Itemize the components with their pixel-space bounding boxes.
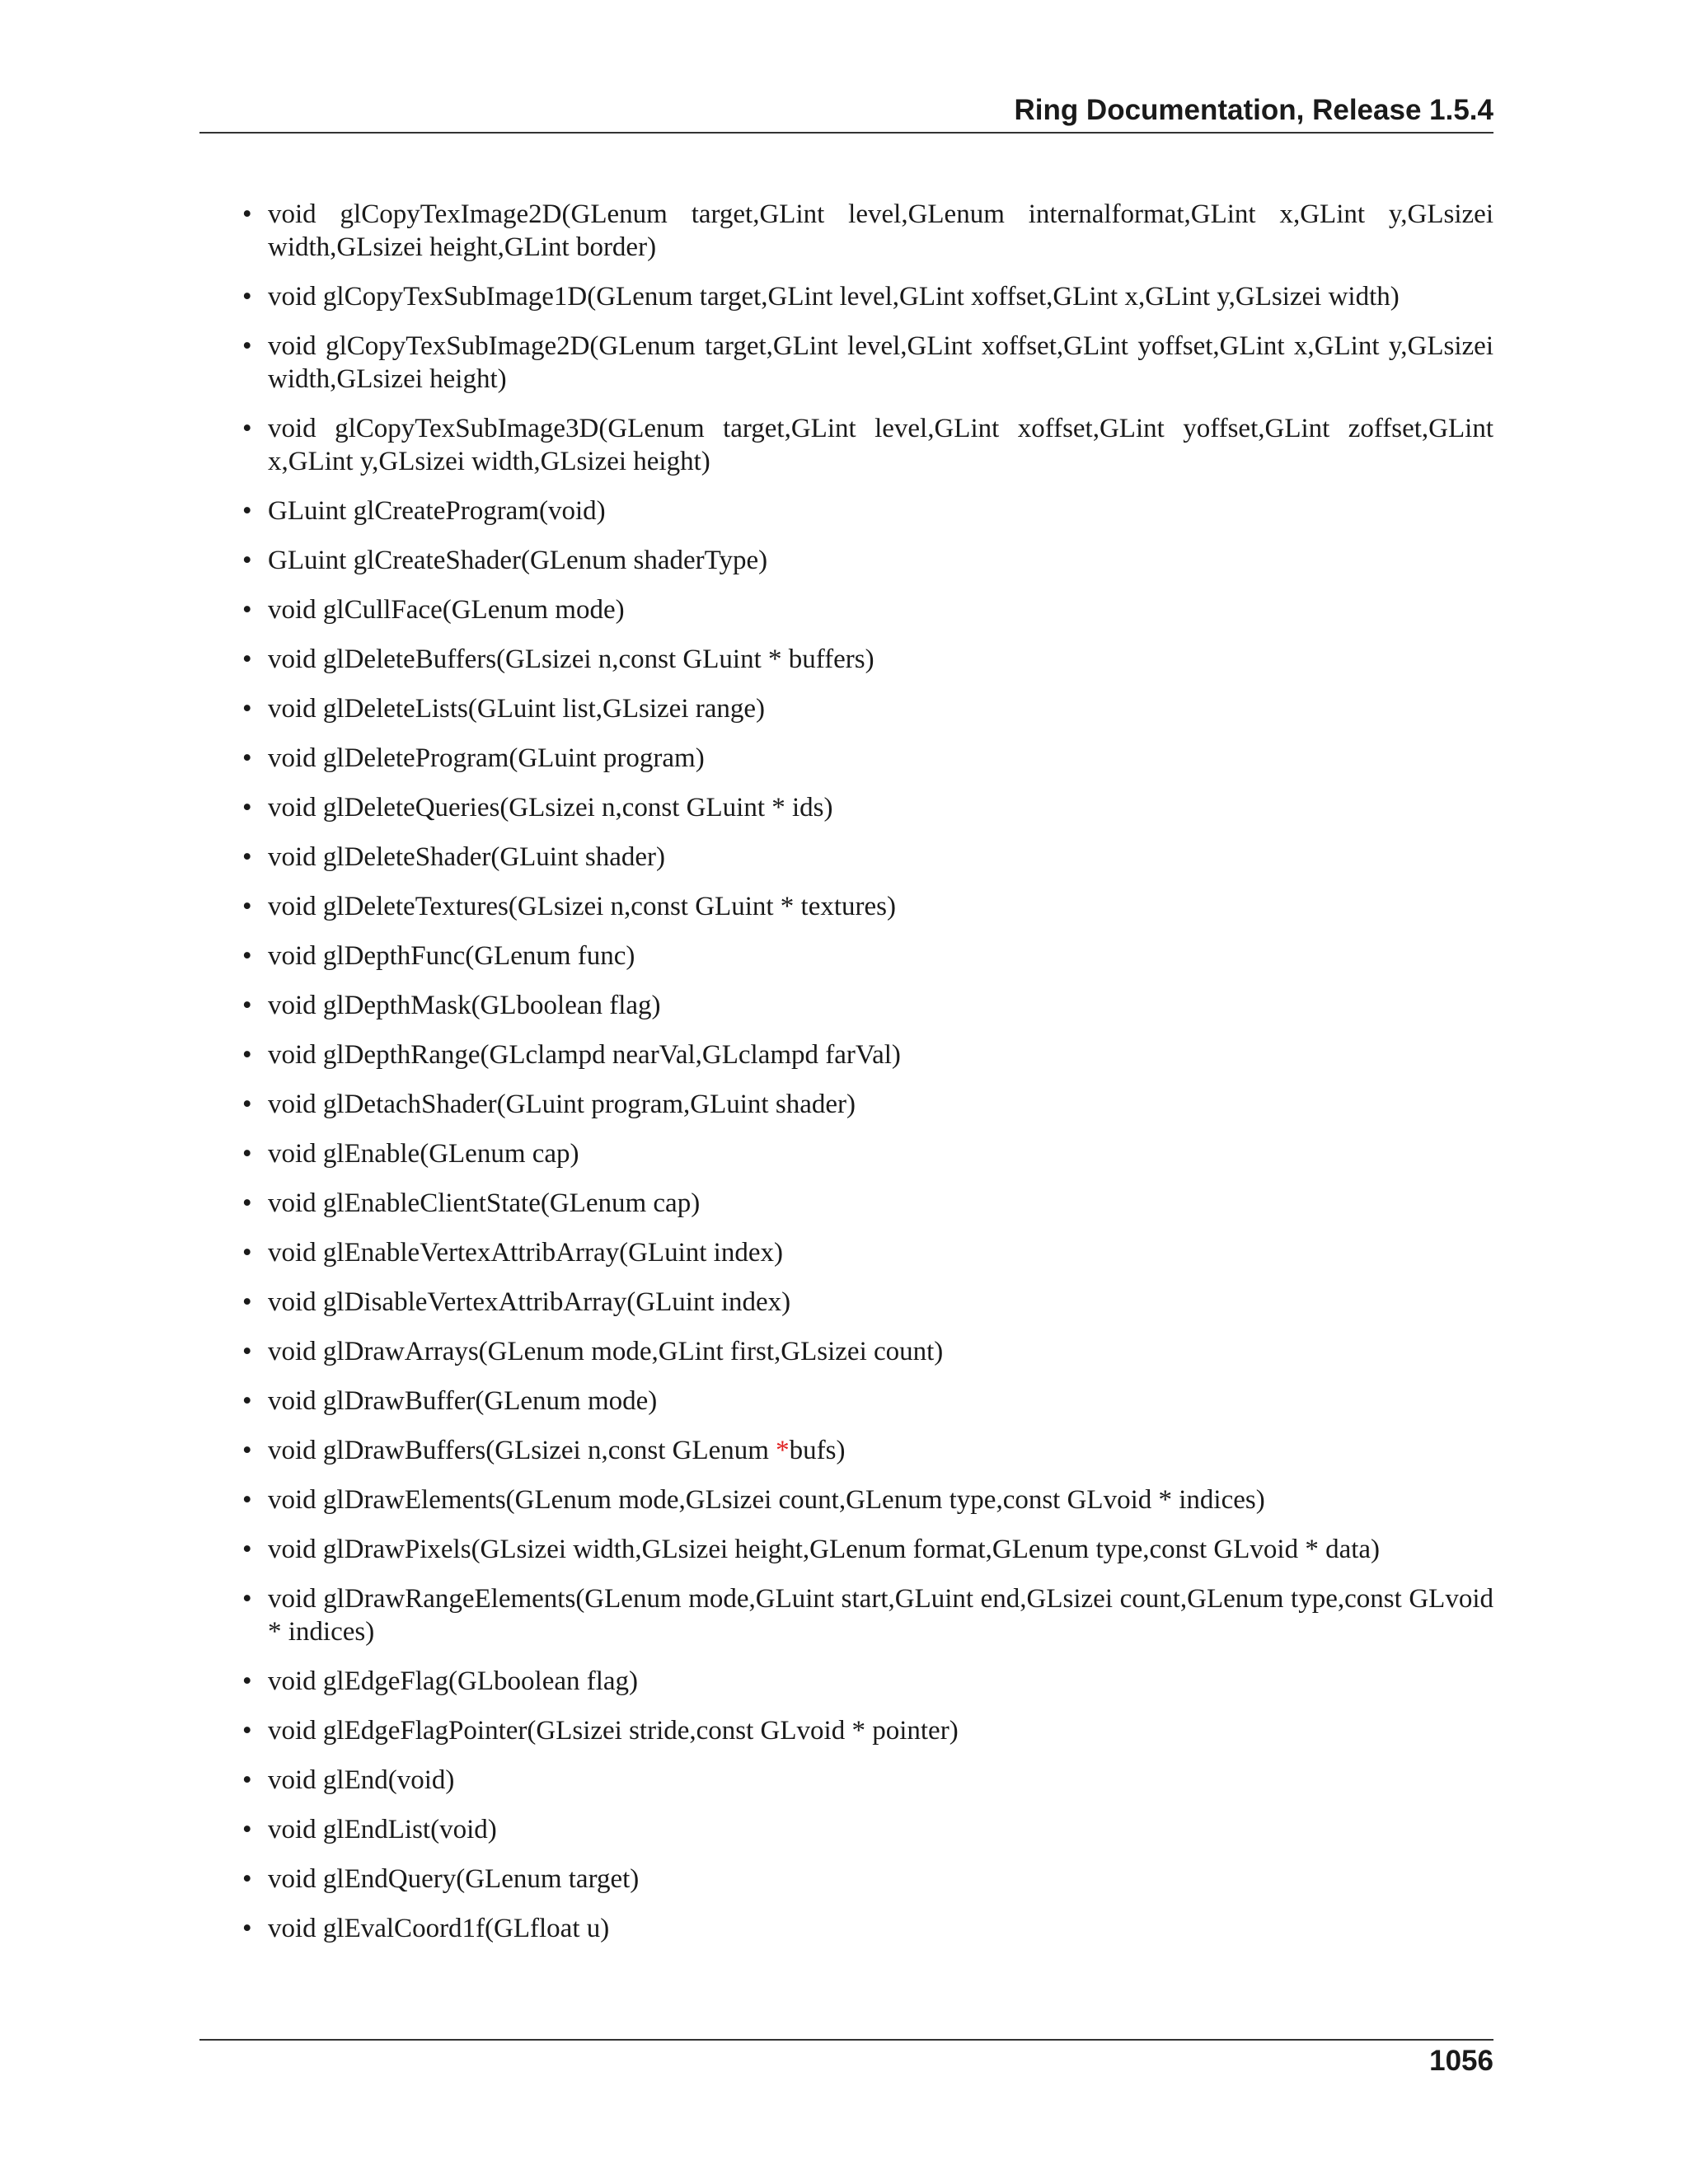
function-signature: void glEdgeFlagPointer(GLsizei stride,const GLvoid * pointer) <box>268 1716 959 1746</box>
bullet-icon: • <box>242 1386 252 1416</box>
list-item <box>199 544 1493 577</box>
bullet-icon: • <box>242 1188 252 1218</box>
function-signature: void glDeleteShader(GLuint shader) <box>268 842 666 872</box>
function-signature: GLuint glCreateShader(GLenum shaderType) <box>268 546 768 575</box>
function-signature: void glEnable(GLenum cap) <box>268 1139 579 1169</box>
bullet-icon: • <box>242 1914 252 1943</box>
list-item <box>199 643 1493 676</box>
bullet-icon: • <box>242 1716 252 1746</box>
function-signature: void glEvalCoord1f(GLfloat u) <box>268 1914 610 1943</box>
bullet-icon: • <box>242 199 252 229</box>
bullet-icon: • <box>242 1238 252 1268</box>
function-signature: void glCopyTexImage2D(GLenum target,GLint level,GLenum internalformat,GLint x,GLint y,GLsizei width,GLsizei height,GLint border) <box>268 199 1493 262</box>
function-signature: void glDeleteLists(GLuint list,GLsizei range) <box>268 694 766 724</box>
function-signature: void glDisableVertexAttribArray(GLuint index) <box>268 1287 791 1317</box>
list-item <box>199 1236 1493 1269</box>
list-item <box>199 1813 1493 1846</box>
list-item <box>199 1714 1493 1747</box>
bullet-icon: • <box>242 1535 252 1564</box>
bullet-icon: • <box>242 331 252 361</box>
function-signature: void glDrawArrays(GLenum mode,GLint first,GLsizei count) <box>268 1337 944 1366</box>
bullet-icon: • <box>242 1287 252 1317</box>
bullet-icon: • <box>242 1864 252 1894</box>
bullet-icon: • <box>242 694 252 724</box>
function-signature: void glDepthMask(GLboolean flag) <box>268 991 661 1020</box>
function-signature: void glCopyTexSubImage1D(GLenum target,GLint level,GLint xoffset,GLint x,GLint y,GLsizei width) <box>268 282 1400 312</box>
list-item <box>199 1434 1493 1467</box>
list-item <box>199 330 1493 396</box>
function-signature: void glDeleteQueries(GLsizei n,const GLuint * ids) <box>268 793 833 823</box>
bullet-icon: • <box>242 595 252 625</box>
function-signature: void glEndQuery(GLenum target) <box>268 1864 640 1894</box>
list-item <box>199 1764 1493 1797</box>
function-signature: void glCullFace(GLenum mode) <box>268 595 625 625</box>
bullet-icon: • <box>242 991 252 1020</box>
list-item <box>199 1038 1493 1071</box>
list-item <box>199 198 1493 264</box>
list-item <box>199 841 1493 874</box>
list-item <box>199 593 1493 626</box>
list-item <box>199 890 1493 923</box>
function-signature: void glDeleteBuffers(GLsizei n,const GLuint * buffers) <box>268 644 874 674</box>
function-signature: void glDepthFunc(GLenum func) <box>268 941 635 971</box>
function-signature: void glDeleteTextures(GLsizei n,const GLuint * textures) <box>268 892 896 921</box>
page-content <box>199 198 1493 1961</box>
list-item <box>199 1483 1493 1516</box>
function-signature: void glDrawPixels(GLsizei width,GLsizei height,GLenum format,GLenum type,const GLvoid * data) <box>268 1535 1381 1564</box>
asterisk-highlight: * <box>776 1436 790 1465</box>
list-item <box>199 1385 1493 1418</box>
function-signature: void glDrawElements(GLenum mode,GLsizei count,GLenum type,const GLvoid * indices) <box>268 1485 1265 1515</box>
bullet-icon: • <box>242 644 252 674</box>
bullet-icon: • <box>242 941 252 971</box>
list-item <box>199 1286 1493 1319</box>
list-item <box>199 1335 1493 1368</box>
list-item <box>199 1187 1493 1220</box>
function-signature: void glDetachShader(GLuint program,GLuint shader) <box>268 1090 856 1119</box>
function-signature: void glEnd(void) <box>268 1765 455 1795</box>
bullet-icon: • <box>242 1139 252 1169</box>
function-signature: void glEndList(void) <box>268 1815 497 1844</box>
bullet-icon: • <box>242 1040 252 1070</box>
list-item <box>199 1912 1493 1945</box>
bullet-icon: • <box>242 1584 252 1614</box>
function-signature: GLuint glCreateProgram(void) <box>268 496 606 526</box>
footer-divider <box>199 2039 1493 2041</box>
list-item <box>199 791 1493 824</box>
header-divider <box>199 132 1493 134</box>
list-item <box>199 1533 1493 1566</box>
list-item <box>199 1088 1493 1121</box>
function-signature: void glCopyTexSubImage3D(GLenum target,GLint level,GLint xoffset,GLint yoffset,GLint zoffset,GLint x,GLint y,GLsizei width,GLsizei height) <box>268 414 1493 476</box>
list-item <box>199 742 1493 775</box>
function-signature: void glEdgeFlag(GLboolean flag) <box>268 1666 639 1696</box>
page-header-title: Ring Documentation, Release 1.5.4 <box>1014 94 1493 126</box>
bullet-icon: • <box>242 793 252 823</box>
bullet-icon: • <box>242 1090 252 1119</box>
bullet-icon: • <box>242 546 252 575</box>
list-item <box>199 412 1493 478</box>
list-item <box>199 940 1493 972</box>
bullet-icon: • <box>242 1765 252 1795</box>
function-signature: void glDepthRange(GLclampd nearVal,GLclampd farVal) <box>268 1040 901 1070</box>
bullet-icon: • <box>242 842 252 872</box>
function-signature: void glDrawBuffer(GLenum mode) <box>268 1386 658 1416</box>
function-signature: void glCopyTexSubImage2D(GLenum target,GLint level,GLint xoffset,GLint yoffset,GLint x,GLint y,GLsizei width,GLsizei height) <box>268 331 1493 394</box>
function-signature: void glEnableVertexAttribArray(GLuint index) <box>268 1238 783 1268</box>
bullet-icon: • <box>242 892 252 921</box>
list-item <box>199 1582 1493 1648</box>
bullet-icon: • <box>242 496 252 526</box>
list-item <box>199 1665 1493 1698</box>
bullet-icon: • <box>242 743 252 773</box>
list-item <box>199 1863 1493 1896</box>
function-signature: void glDrawBuffers(GLsizei n,const GLenum *bufs) <box>268 1436 846 1465</box>
bullet-icon: • <box>242 1485 252 1515</box>
function-signature: void glDrawRangeElements(GLenum mode,GLuint start,GLuint end,GLsizei count,GLenum type,const GLvoid * indices) <box>268 1584 1493 1647</box>
list-item <box>199 989 1493 1022</box>
page-number: 1056 <box>1429 2045 1493 2077</box>
list-item <box>199 494 1493 527</box>
function-signature: void glEnableClientState(GLenum cap) <box>268 1188 701 1218</box>
function-signature: void glDeleteProgram(GLuint program) <box>268 743 705 773</box>
bullet-icon: • <box>242 1815 252 1844</box>
list-item <box>199 692 1493 725</box>
bullet-icon: • <box>242 1666 252 1696</box>
bullet-icon: • <box>242 282 252 312</box>
function-list <box>199 198 1493 1945</box>
bullet-icon: • <box>242 1337 252 1366</box>
bullet-icon: • <box>242 414 252 443</box>
list-item <box>199 280 1493 313</box>
list-item <box>199 1137 1493 1170</box>
bullet-icon: • <box>242 1436 252 1465</box>
